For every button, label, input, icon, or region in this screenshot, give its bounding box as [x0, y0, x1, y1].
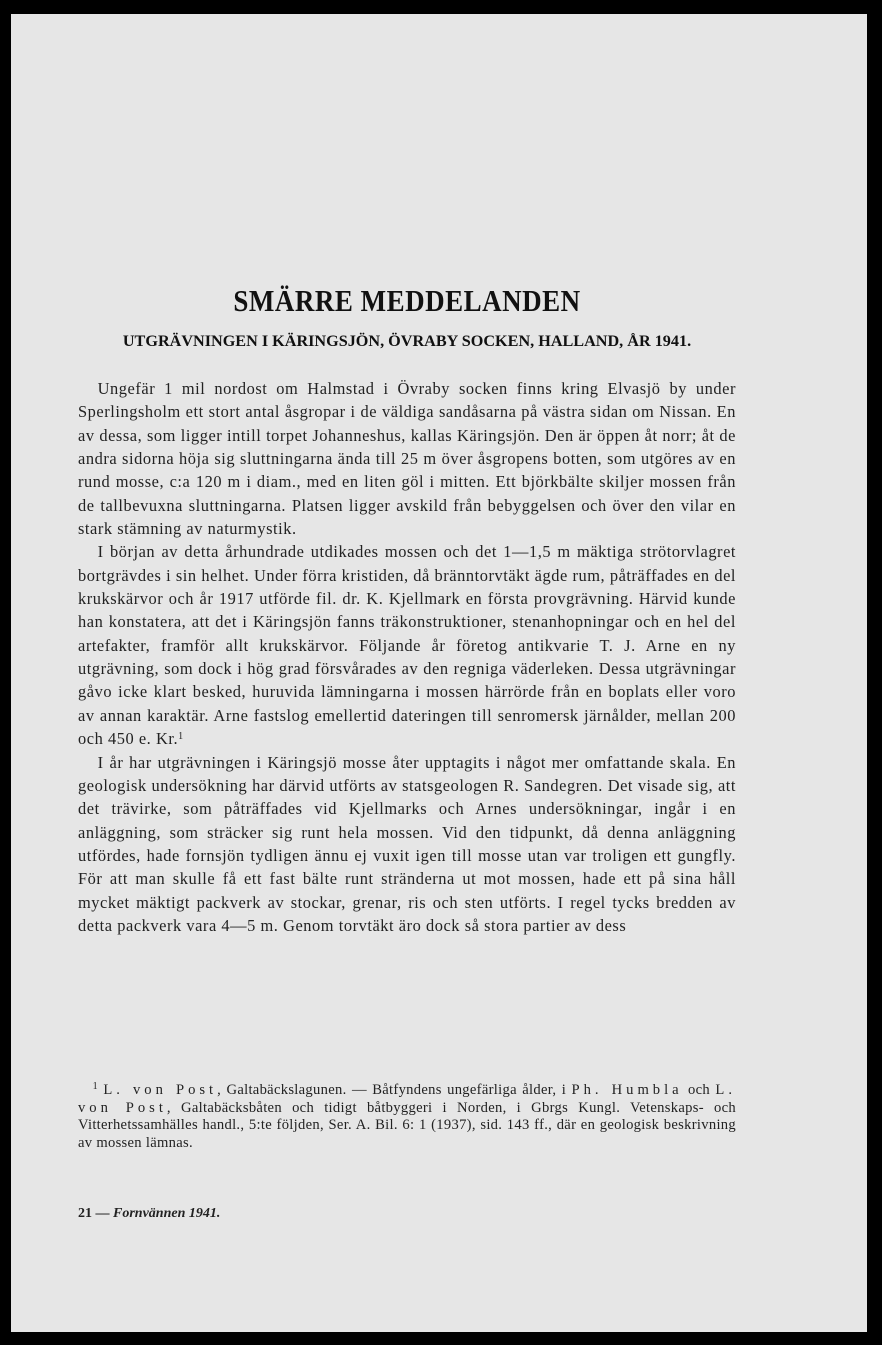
footnote-part: , Galtabäckslagunen. — Båtfyndens ungefärliga ålder, i	[217, 1082, 572, 1098]
paragraph	[78, 751, 736, 938]
footnote-author: Ph. Humbla	[571, 1082, 683, 1098]
paragraph	[78, 540, 736, 750]
article-body	[78, 377, 736, 937]
footnote-author: L. von Post	[78, 1082, 736, 1116]
footnote-part: , Galtabäcksbåten och tidigt båtbyggeri i Norden, i Gbrgs Kungl. Vetenskaps- och Vitterhetssamhälles handl., 5:te följden, Ser. A. Bil. 6: 1 (1937), sid. 143 ff., där en geologisk beskrivning av mossen lämnas.	[78, 1099, 736, 1151]
page-footer	[78, 1206, 220, 1222]
paragraph-text: I år har utgrävningen i Käringsjö mosse åter upptagits i något mer omfattande skala. En geologisk undersökning har därvid utförts av statsgeologen R. Sandegren. Det visade sig, att det trävirke, som påträffades vid Kjellmarks och Arnes undersökningar, ingår i en anläggning, som sträcker sig runt hela mossen. Vid den tidpunkt, då denna anläggning utfördes, hade fornsjön tydligen ännu ej vuxit igen till mosse utan var troligen ett gungfly. För att man skulle få ett fast bälte runt stränderna ut mot mossen, hade ett på sina håll mycket mäktigt packverk av stockar, grenar, ris och sten utförts. I regel tycks bredden av detta packverk vara 4—5 m. Genom torvtäkt äro dock så stora partier av dess	[78, 752, 736, 935]
footnote-author: L. von Post	[103, 1082, 218, 1098]
paragraph-text: Ungefär 1 mil nordost om Halmstad i Övraby socken finns kring Elvasjö by under Sperlingsholm ett stort antal åsgropar i de väldiga sandåsarna på västra sidan om Nissan. En av dessa, som ligger intill torpet Johanneshus, kallas Käringsjön. Den är öppen åt norr; åt de andra sidorna höja sig sluttningarna ända till 25 m över åsgropens botten, som utgöres av en rund mosse, c:a 120 m i diam., med en liten göl i mitten. Ett björkbälte skiljer mossen från de tallbevuxna sluttningarna. Platsen ligger avskild från bebyggelsen och över den vilar en stark stämning av naturmystik.	[78, 379, 736, 539]
journal-name: Fornvännen 1941.	[113, 1206, 221, 1221]
footnote-text	[78, 1082, 736, 1152]
article-title: UTGRÄVNINGEN I KÄRINGSJÖN, ÖVRABY SOCKEN, HALLAND, ÅR 1941.	[122, 332, 692, 350]
footnote	[78, 1082, 736, 1152]
page-number: 21 —	[78, 1206, 110, 1221]
footnote-marker: 1	[92, 1081, 98, 1092]
footnote-part: och	[682, 1082, 716, 1098]
paragraph-text: I början av detta århundrade utdikades mossen och det 1—1,5 m mäktiga strötorvlagret bortgrävdes i sin helhet. Under förra kristiden, då bränntorvtäkt ägde rum, påträffades en del krukskärvor och år 1917 utförde fil. dr. K. Kjellmark en första provgrävning. Härvid kunde han konstatera, att det i Käringsjön fanns träkonstruktioner, stenanhopningar och en hel del artefakter, framför allt krukskärvor. Följande år företog antikvarie T. J. Arne en ny utgrävning, som dock i hög grad försvårades av den regniga väderleken. Dessa utgrävningar gåvo icke klart besked, huruvida lämningarna i mossen härrörde från en boplats eller voro av annan karaktär. Arne fastslog emellertid dateringen till senromersk järnålder, mellan 200 och 450 e. Kr.	[78, 542, 736, 749]
paragraph	[78, 377, 736, 540]
document-page	[11, 14, 867, 1332]
section-title: SMÄRRE MEDDELANDEN	[233, 284, 581, 318]
footnote-reference: 1	[178, 731, 184, 743]
